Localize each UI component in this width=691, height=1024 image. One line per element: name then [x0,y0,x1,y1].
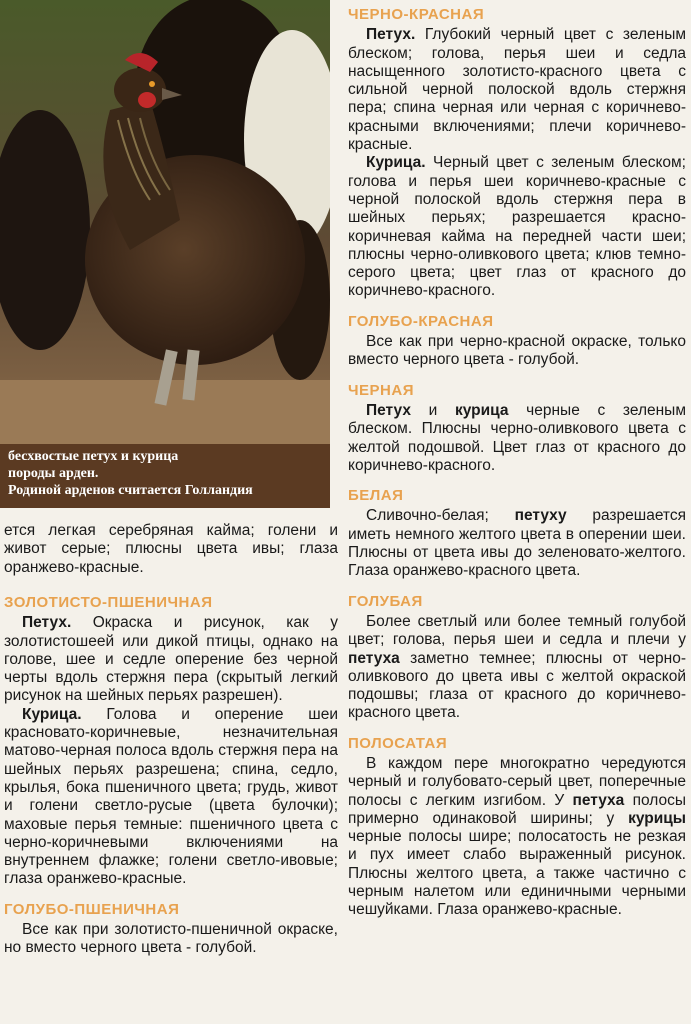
paragraph [348,755,686,920]
paragraph [348,402,686,475]
section-heading-barred: ПОЛОСАТАЯ [348,734,448,752]
term-hen: курица [454,401,509,419]
text: Более светлый или более темный голубой цвет; голова, перья шеи и седла и плечи у [348,612,686,649]
text: черные полосы шире; полосатость не резкая и пух имеет слабо выраженный рисунок. Плюсны желтого цвета, а также частично с черным налетом или единичными черными чешуйками. Глаза оранжево-красные. [348,828,686,919]
section-heading-blue: ГОЛУБАЯ [348,592,423,610]
left-column-continuation [4,522,338,577]
hen-illustration [0,0,330,444]
left-column [4,594,338,958]
term-rooster: Петух. [22,614,72,632]
paragraph-rooster [4,614,338,705]
caption-line: породы арден. [8,466,99,481]
text: Черный цвет с зеленым блеском; голова и перья шеи коричнево-красные с черной полоской вдоль стержня пера в шейных перьях; разрешается красно-коричневая кайма на передней части шеи; плюсны черно-оливкового цвета; клюв темно-серого цвета; цвет глаз от красного до коричнево-красного. [348,154,686,300]
term-rooster: Петух [366,401,411,419]
term-rooster: петуху [514,507,567,525]
section-heading-white: БЕЛАЯ [348,487,404,505]
paragraph: Все как при золотисто-пшеничной окраске, но вместо черного цвета - голубой. [4,921,338,957]
caption-line: бесхвостые петух и курица [8,449,179,464]
text: и [410,401,455,419]
section-heading-blue-red: ГОЛУБО-КРАСНАЯ [348,312,494,330]
section-heading-black: ЧЕРНАЯ [348,381,414,399]
term-hen: Курица. [366,154,426,172]
paragraph: Все как при черно-красной окраске, только вместо черного цвета - голубой. [348,333,686,369]
section-heading-blue-wheaten: ГОЛУБО-ПШЕНИЧНАЯ [4,900,180,918]
text: Голова и оперение шеи красновато-коричневые, незначительная матово-черная полоса вдоль стержня пера на шейных перьях разрешена; спина, седло, крылья, бока пшеничного цвета; грудь, живот и голени светло-русые (цвета булочки); маховые перья темные: пшеничного цвета с черно-коричневыми включениями на внутреннем флажке; голени светло-ивовые; глаза оранжево-красные. [4,705,338,888]
hen-photo [0,0,330,508]
section-heading-black-red: ЧЕРНО-КРАСНАЯ [348,6,485,23]
term-rooster: петуха [348,649,400,667]
text: разрешается иметь немного желтого цвета в оперении шеи. Плюсны от цвета ивы до зеленовато-желтого. Глаза оранжево-красного цвета. [348,507,686,580]
photo-caption [0,444,330,508]
text: полосы примерно одинаковой ширины; у [348,791,687,827]
paragraph-continuation: ется легкая серебряная кайма; голени и живот серые; плюсны цвета ивы; глаза оранжево-красные. [4,522,338,576]
text: черные с зеленым блеском. Плюсны черно-оливкового цвета с желтой подошвой. Цвет глаз от красного до коричнево-красного. [348,401,686,474]
caption-line: Родиной арденов считается Голландия [8,483,253,498]
term-hen: курицы [628,809,686,827]
paragraph [348,507,686,580]
text: заметно темнее; плюсны от черно-оливкового до цвета ивы с желтой окраской подошвы; глаза от красного до коричнево-красного цвета. [348,649,686,722]
text: Сливочно-белая; [366,507,515,525]
text: Окраска и рисунок, как у золотистошеей или дикой птицы, однако на голове, шее и седле оперение без черной черты вдоль стержня пера (скрытый легкий рисунок на шейных перьях разрешен). [4,614,338,705]
text: Глубокий черный цвет с зеленым блеском; голова, перья шеи и седла насыщенного золотисто-красного цвета с сильной черной полоской вдоль стержня пера; спина черная или черная с коричнево-красными включениями; плечи коричнево-красные. [348,26,686,154]
section-heading-golden-wheaten: ЗОЛОТИСТО-ПШЕНИЧНАЯ [4,594,213,611]
term-rooster: Петух. [366,26,416,44]
text: В каждом пере многократно чередуются черный и голубовато-серый цвет, поперечные полосы с легким изгибом. У [348,754,686,809]
paragraph-rooster [348,26,686,154]
paragraph-hen [4,706,338,889]
term-hen: Курица. [22,705,82,723]
paragraph [348,613,686,723]
paragraph-hen [348,154,686,300]
right-column [348,6,686,920]
term-rooster: петуха [572,791,625,809]
